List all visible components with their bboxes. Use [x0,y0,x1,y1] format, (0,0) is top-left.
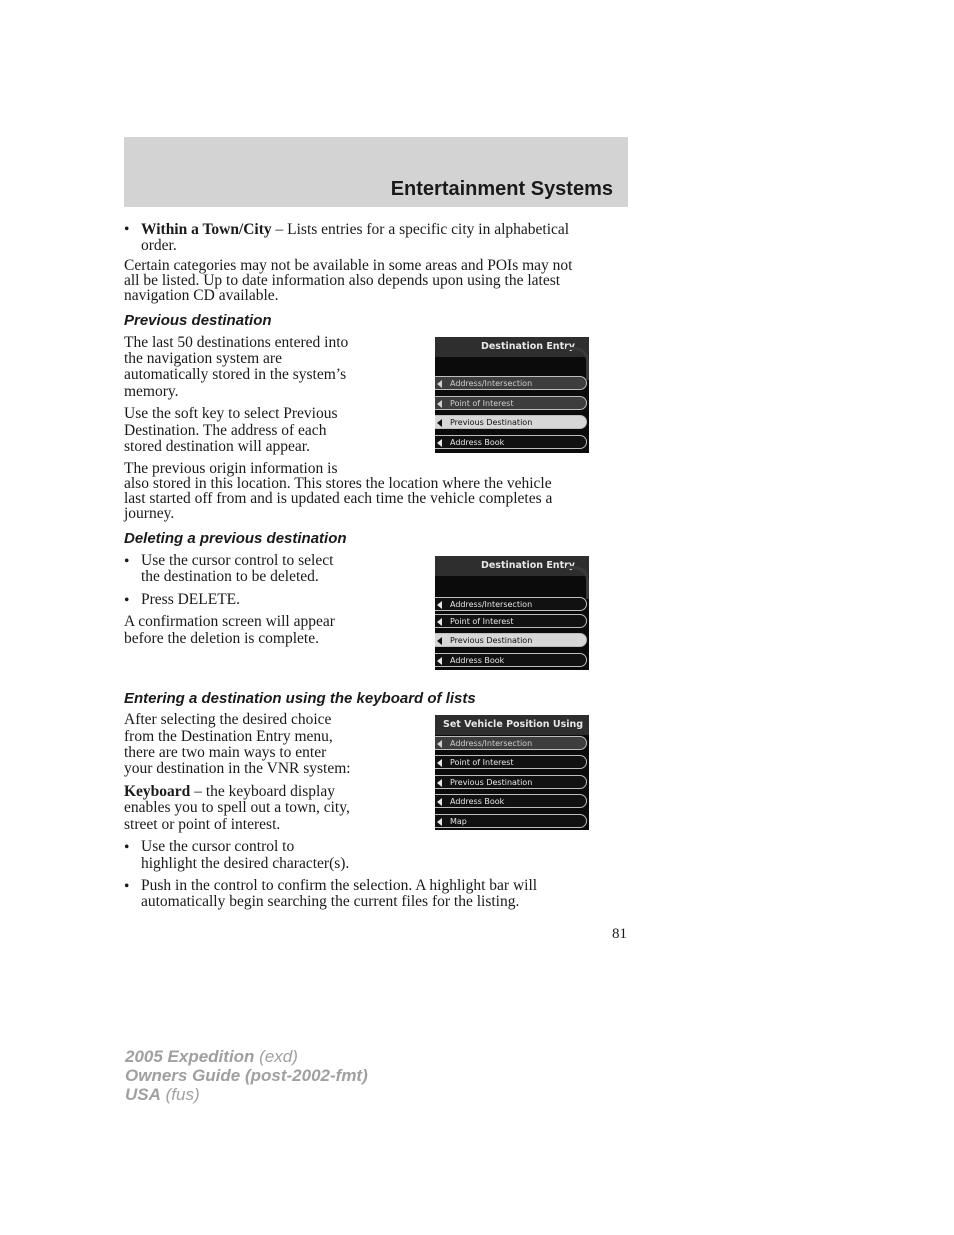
left-arrow-icon [437,419,442,427]
menu-item-label: Address/Intersection [450,600,533,609]
screen-title: Destination Entry [435,556,589,576]
bullet-marker: • [124,592,130,609]
heading-deleting: Deleting a previous destination [124,530,347,547]
bullet-highlight-l1: Use the cursor control to [141,838,295,855]
left-arrow-icon [437,380,442,388]
menu-item-point-of-interest [435,755,587,769]
para-softkey-l1: Use the soft key to select Previous [124,405,338,422]
menu-item-address-book [435,653,587,667]
page-number: 81 [612,926,627,942]
menu-item-previous-destination [435,775,587,789]
footer-guide: Owners Guide (post-2002-fmt) [125,1066,368,1085]
para-last50-l2: the navigation system are [124,350,282,367]
bullet-marker: • [124,553,130,570]
bullet-cursor-select-l2: the destination to be deleted. [141,568,319,585]
bullet-marker: • [124,839,130,856]
left-arrow-icon [437,740,442,748]
term-within-town: Within a Town/City [141,221,272,238]
footer-market-code: (fus) [160,1085,200,1104]
para-softkey-l3: stored destination will appear. [124,438,310,455]
heading-previous-destination: Previous destination [124,312,272,329]
para-after-selecting-l2: from the Destination Entry menu, [124,728,333,745]
left-arrow-icon [437,759,442,767]
nav-screen-destination-entry-2 [435,556,589,670]
para-keyboard-l3: street or point of interest. [124,816,281,833]
para-after-selecting-l1: After selecting the desired choice [124,711,332,728]
screen-title: Destination Entry [435,337,589,357]
bullet-within-town-cont: order. [141,237,177,254]
para-categories-l3: navigation CD available. [124,287,279,304]
bullet-push-confirm-l1: Push in the control to confirm the selection. A highlight bar will [141,877,538,894]
para-confirmation-l1: A confirmation screen will appear [124,613,335,630]
nav-screen-destination-entry-1 [435,337,589,453]
menu-item-address-intersection [435,376,587,390]
footer-market: USA [125,1085,161,1104]
para-origin-l4: journey. [124,505,175,522]
menu-item-label: Point of Interest [450,617,514,626]
document-footer [125,1047,368,1104]
section-title: Entertainment Systems [390,178,613,200]
bullet-text: – Lists entries for a specific city in alphabetical [271,221,570,238]
term-keyboard: Keyboard [124,783,191,800]
para-last50-l4: memory. [124,383,179,400]
para-last50-l3: automatically stored in the system’s [124,366,347,383]
footer-line-1 [125,1047,368,1066]
menu-item-address-intersection [435,597,587,611]
para-after-selecting-l4: your destination in the VNR system: [124,760,351,777]
para-last50-l1: The last 50 destinations entered into [124,334,349,351]
menu-item-label: Address Book [450,438,505,447]
para-keyboard-l2: enables you to spell out a town, city, [124,799,350,816]
para-origin-l2: also stored in this location. This stores the location where the vehicle [124,475,552,492]
menu-item-label: Point of Interest [450,758,514,767]
screen-title: Set Vehicle Position Using [435,715,589,735]
para-softkey-l2: Destination. The address of each [124,422,327,439]
para-after-selecting-l3: there are two main ways to enter [124,744,327,761]
bullet-cursor-select-l1: Use the cursor control to select [141,552,334,569]
menu-item-label: Map [450,817,467,826]
menu-item-label: Address/Intersection [450,739,533,748]
menu-item-previous-destination [435,633,587,647]
menu-item-point-of-interest [435,614,587,628]
nav-screen-set-vehicle-position [435,715,589,830]
para-categories-l1: Certain categories may not be available in some areas and POIs may not [124,257,573,274]
menu-item-address-intersection [435,736,587,750]
left-arrow-icon [437,637,442,645]
heading-keyboard-of-lists: Entering a destination using the keyboard of lists [124,690,476,707]
bullet-within-town [141,222,569,239]
menu-item-label: Previous Destination [450,778,533,787]
menu-item-map [435,814,587,828]
menu-item-label: Address Book [450,656,505,665]
para-keyboard-text: – the keyboard display [190,783,335,800]
footer-model-code: (exd) [254,1047,298,1066]
left-arrow-icon [437,618,442,626]
left-arrow-icon [437,601,442,609]
para-origin-l1: The previous origin information is [124,460,338,477]
left-arrow-icon [437,779,442,787]
menu-item-label: Address Book [450,797,505,806]
screen-frame-curve [566,566,589,599]
left-arrow-icon [437,798,442,806]
footer-line-2 [125,1066,368,1085]
left-arrow-icon [437,818,442,826]
menu-item-label: Previous Destination [450,636,533,645]
bullet-push-confirm-l2: automatically begin searching the current files for the listing. [141,893,520,910]
menu-item-address-book [435,794,587,808]
footer-line-3 [125,1085,368,1104]
menu-item-label: Point of Interest [450,399,514,408]
left-arrow-icon [437,657,442,665]
menu-item-label: Previous Destination [450,418,533,427]
section-header [124,137,628,207]
bullet-highlight-l2: highlight the desired character(s). [141,855,350,872]
left-arrow-icon [437,400,442,408]
menu-item-point-of-interest [435,396,587,410]
bullet-marker: • [124,878,130,895]
bullet-press-delete: Press DELETE. [141,591,241,608]
para-categories-l2: all be listed. Up to date information also depends upon using the latest [124,272,561,289]
para-origin-l3: last started off from and is updated each time the vehicle completes a [124,490,553,507]
left-arrow-icon [437,439,442,447]
menu-item-address-book [435,435,587,449]
menu-item-label: Address/Intersection [450,379,533,388]
para-confirmation-l2: before the deletion is complete. [124,630,319,647]
bullet-marker: • [124,221,130,238]
menu-item-previous-destination [435,415,587,429]
footer-model: 2005 Expedition [125,1047,255,1066]
